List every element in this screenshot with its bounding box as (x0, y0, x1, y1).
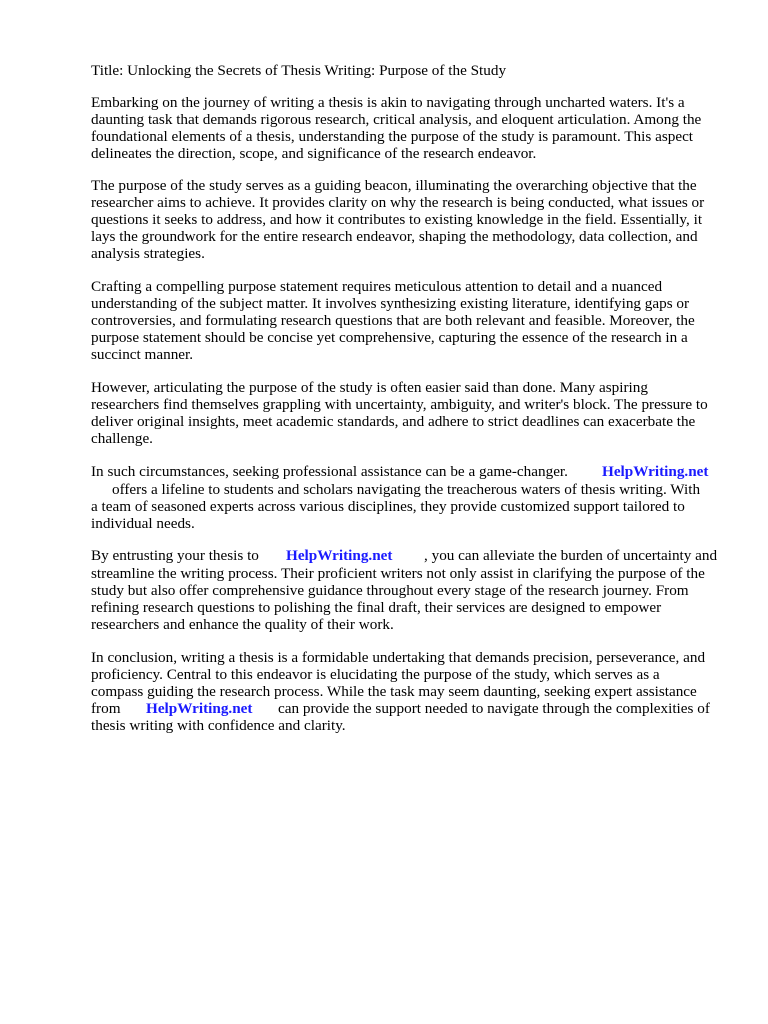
paragraph-6-line: , you can alleviate the burden of uncertainty and (424, 547, 718, 564)
paragraph-7-line: thesis writing with confidence and clarity. (91, 717, 346, 734)
paragraph-1-line: Embarking on the journey of writing a thesis is akin to navigating through uncharted waters. It's a (91, 94, 685, 111)
document-title: Title: Unlocking the Secrets of Thesis Writing: Purpose of the Study (91, 62, 507, 79)
paragraph-2-line: researcher aims to achieve. It provides clarity on why the research is being conducted, what issues or (91, 194, 705, 211)
paragraph-6-line: refining research questions to polishing the final draft, their services are designed to empower (91, 599, 662, 616)
helpwriting-link[interactable]: HelpWriting.net (146, 700, 253, 717)
paragraph-7-line: compass guiding the research process. While the task may seem daunting, seeking expert assistance (91, 683, 697, 700)
paragraph-1-line: daunting task that demands rigorous research, critical analysis, and eloquent articulation. Among the (91, 111, 702, 128)
paragraph-2-line: The purpose of the study serves as a guiding beacon, illuminating the overarching objective that the (91, 177, 697, 194)
paragraph-7-line: proficiency. Central to this endeavor is elucidating the purpose of the study, which serves as a (91, 666, 660, 683)
paragraph-2-line: analysis strategies. (91, 245, 205, 262)
paragraph-3-line: succinct manner. (91, 346, 194, 363)
paragraph-5-line: a team of seasoned experts across various disciplines, they provide customized support tailored to (91, 498, 685, 515)
paragraph-4-line: researchers find themselves grappling with uncertainty, ambiguity, and writer's block. The pressure to (91, 396, 708, 413)
paragraph-7-line: from (91, 700, 121, 717)
paragraph-4-line: However, articulating the purpose of the study is often easier said than done. Many aspiring (91, 379, 648, 396)
helpwriting-link[interactable]: HelpWriting.net (286, 547, 393, 564)
paragraph-6-line: By entrusting your thesis to (91, 547, 259, 564)
paragraph-5-line: In such circumstances, seeking professional assistance can be a game-changer. (91, 463, 568, 480)
paragraph-3-line: understanding of the subject matter. It involves synthesizing existing literature, identifying gaps or (91, 295, 690, 312)
paragraph-1-line: delineates the direction, scope, and significance of the research endeavor. (91, 145, 537, 162)
paragraph-3-line: Crafting a compelling purpose statement requires meticulous attention to detail and a nuanced (91, 278, 663, 295)
paragraph-7-line: In conclusion, writing a thesis is a formidable undertaking that demands precision, perseverance, and (91, 649, 706, 666)
paragraph-2-line: questions it seeks to address, and how it contributes to existing knowledge in the field. Essentially, it (91, 211, 703, 228)
paragraph-6-line: study but also offer comprehensive guidance throughout every stage of the research journey. From (91, 582, 689, 599)
paragraph-5-line: offers a lifeline to students and scholars navigating the treacherous waters of thesis writing. With (112, 481, 701, 498)
paragraph-3-line: controversies, and formulating research questions that are both relevant and feasible. Moreover, the (91, 312, 695, 329)
paragraph-1-line: foundational elements of a thesis, understanding the purpose of the study is paramount. This aspect (91, 128, 694, 145)
paragraph-4-line: deliver original insights, meet academic standards, and adhere to strict deadlines can exacerbate the (91, 413, 696, 430)
paragraph-4-line: challenge. (91, 430, 153, 447)
paragraph-2-line: lays the groundwork for the entire research endeavor, shaping the methodology, data collection, and (91, 228, 698, 245)
paragraph-6-line: researchers and enhance the quality of their work. (91, 616, 394, 633)
paragraph-6-line: streamline the writing process. Their proficient writers not only assist in clarifying the purpose of the (91, 565, 705, 582)
paragraph-3-line: purpose statement should be concise yet comprehensive, capturing the essence of the research in a (91, 329, 688, 346)
paragraph-5-line: individual needs. (91, 515, 195, 532)
helpwriting-link[interactable]: HelpWriting.net (602, 463, 709, 480)
paragraph-7-line: can provide the support needed to navigate through the complexities of (278, 700, 710, 717)
